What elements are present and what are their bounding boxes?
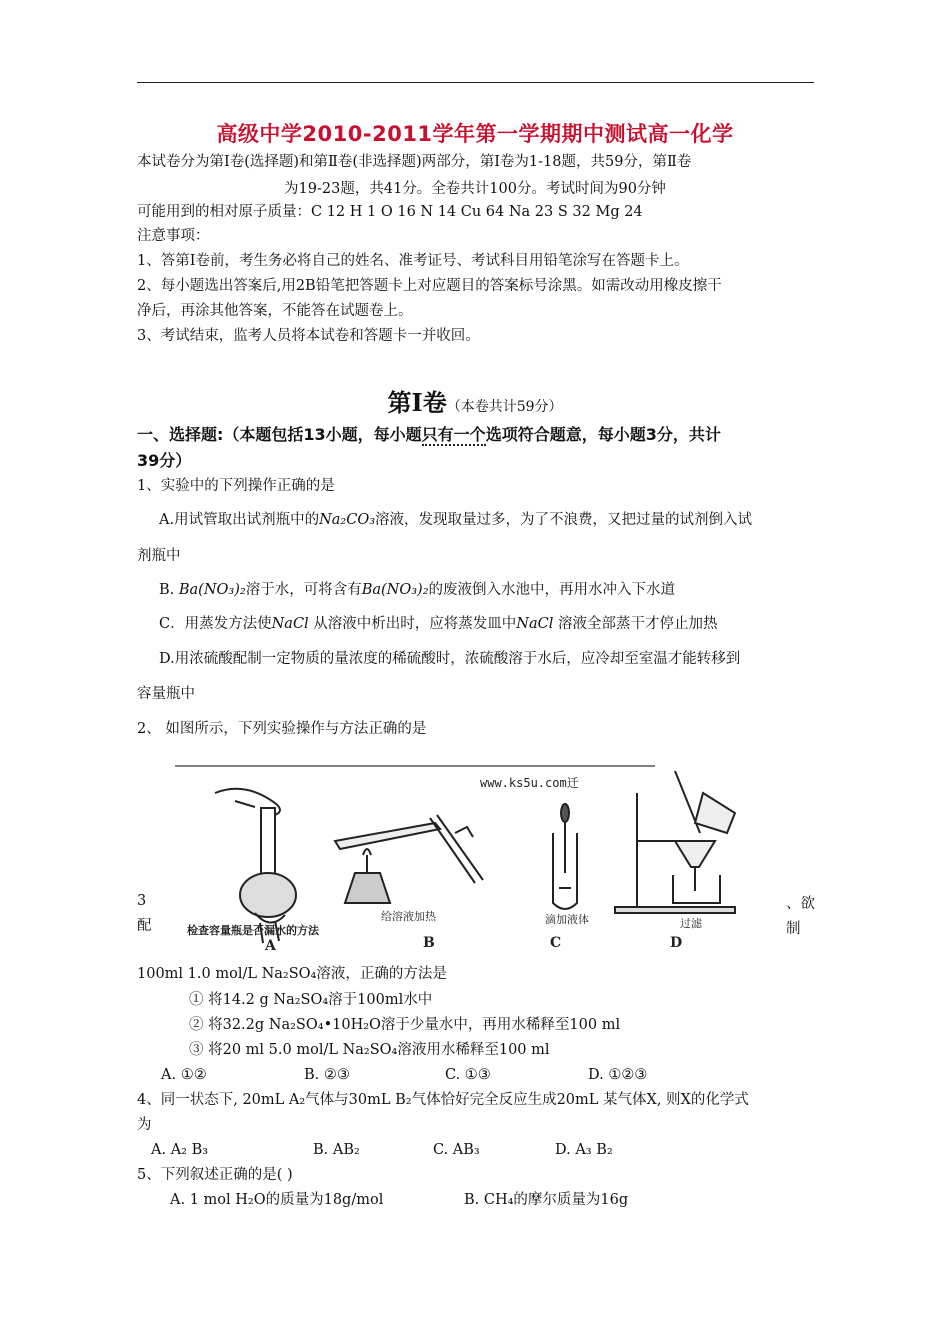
q4-stem: 4、同一状态下, 20mL A₂气体与30mL B₂气体恰好完全反应生成20mL 某气体X, 则X的化学式 [137,1092,749,1108]
q3-right-text: 、欲 [786,896,815,912]
q3-right-cont: 制 [786,921,801,937]
q3-stem: 100ml 1.0 mol/L Na₂SO₄溶液，正确的方法是 [137,966,447,982]
section-heading [137,426,721,444]
section-title-sub: （本卷共计59分） [446,399,563,415]
figure-caption-c: 滴加液体 [545,913,589,926]
intro-line-1: 本试卷分为第Ⅰ卷(选择题)和第Ⅱ卷(非选择题)两部分，第Ⅰ卷为1-18题，共59分，第Ⅱ卷 [137,154,692,170]
q1-b-formula-2: Ba(NO₃)₂ [361,582,429,598]
q4-stem-cont: 为 [137,1117,152,1133]
q1-option-c [159,615,717,633]
q3-option-d: D. ①②③ [588,1067,648,1083]
q1-c-text: C．用蒸发方法使 [159,616,272,632]
q3-method-2: ② 将32.2g Na₂SO₄•10H₂O溶于少量水中，再用水稀释至100 ml [189,1017,621,1033]
q4-option-b: B. AB₂ [313,1142,360,1158]
q5-stem: 5、下列叙述正确的是( ) [137,1167,293,1183]
q4-option-d: D. A₃ B₂ [555,1142,613,1158]
q1-c-formula-1: NaCl [271,616,309,632]
q1-stem: 1、实验中的下列操作正确的是 [137,478,335,494]
figure-letter-c: C [550,935,562,951]
heading-part-2: 选项符合题意，每小题3分，共计 [485,425,721,444]
figure-letter-d: D [670,935,683,951]
heading-part-1: 一、选择题:（本题包括13小题，每小题 [137,425,422,444]
lab-apparatus-figure [175,763,781,953]
note-3: 3、考试结束，监考人员将本试卷和答题卡一并收回。 [137,328,480,344]
q1-c-formula-2: NaCl [516,616,554,632]
heading-emphasis: 只有一个 [421,425,486,444]
q4-option-a: A. A₂ B₃ [151,1142,209,1158]
q1-option-b [159,581,675,599]
q1-option-a-cont: 剂瓶中 [137,548,181,564]
figure-letter-a: A [265,938,276,953]
exam-title: 高级中学2010-2011学年第一学期期中测试高一化学 [216,122,734,146]
q3-option-b: B. ②③ [304,1067,350,1083]
notes-title: 注意事项： [137,228,210,244]
section-title [0,383,950,418]
figure-caption-d: 过滤 [680,917,702,930]
q3-method-3: ③ 将20 ml 5.0 mol/L Na₂SO₄溶液用水稀释至100 ml [189,1042,550,1058]
q1-option-d: D.用浓硫酸配制一定物质的量浓度的稀硫酸时，浓硫酸溶于水后，应冷却至室温才能转移到 [159,651,741,667]
note-2: 2、每小题选出答案后,用2B铅笔把答题卡上对应题目的答案标号涂黑。如需改动用橡皮擦干 [137,278,722,294]
top-rule [137,82,814,83]
note-1: 1、答第Ⅰ卷前，考生务必将自己的姓名、准考证号、考试科目用铅笔涂写在答题卡上。 [137,253,689,269]
q1-b-text-3: 的废液倒入水池中，再用水冲入下水道 [428,582,676,598]
q1-c-text-3: 溶液全部蒸干才停止加热 [553,616,718,632]
intro-line-2: 为19-23题，共41分。全卷共计100分。考试时间为90分钟 [284,181,666,197]
q1-b-text: B. [159,582,179,598]
q1-a-text-2: 溶液，发现取量过多，为了不浪费，又把过量的试剂倒入试 [375,512,753,528]
figure-watermark: www.ks5u.com迁 [480,776,579,790]
q1-a-text: A.用试管取出试剂瓶中的 [159,512,320,528]
q3-option-a: A. ①② [161,1067,207,1083]
q3-left-cont: 配 [137,918,152,934]
q5-option-b: B. CH₄的摩尔质量为16g [464,1192,629,1208]
alcohol-burner-icon [335,815,483,903]
figure-caption-b: 给溶液加热 [381,910,436,923]
q5-option-a: A. 1 mol H₂O的质量为18g/mol [170,1192,384,1208]
q1-b-text-2: 溶于水，可将含有 [245,582,362,598]
filtration-setup-icon [615,771,735,913]
dropper-test-tube-icon [553,803,577,909]
q1-a-formula: Na₂CO₃ [319,512,376,528]
atomic-masses: 可能用到的相对原子质量：C 12 H 1 O 16 N 14 Cu 64 Na 23 S 32 Mg 24 [137,204,643,220]
note-2-cont: 净后，再涂其他答案，不能答在试题卷上。 [137,303,413,319]
q3-method-1: ① 将14.2 g Na₂SO₄溶于100ml水中 [189,992,433,1008]
q1-b-formula-1: Ba(NO₃)₂ [178,582,246,598]
volumetric-flask-icon [215,789,296,943]
q3-number: 3 [137,893,147,909]
q1-c-text-2: 从溶液中析出时，应将蒸发皿中 [308,616,517,632]
q1-option-a [159,511,752,529]
q2-stem: 2、 如图所示，下列实验操作与方法正确的是 [137,721,427,737]
figure-caption-a: 检查容量瓶是否漏水的方法 [187,924,319,937]
q4-option-c: C. AB₃ [433,1142,480,1158]
q1-option-d-cont: 容量瓶中 [137,686,195,702]
q3-option-c: C. ①③ [445,1067,491,1083]
section-title-main: 第Ⅰ卷 [387,388,447,417]
figure-letter-b: B [423,935,435,951]
section-heading-cont: 39分） [137,451,192,470]
